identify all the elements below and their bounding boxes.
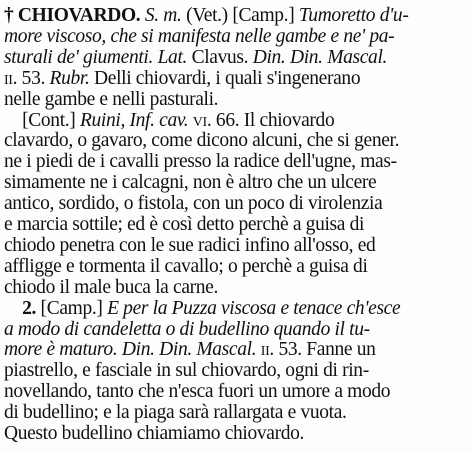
entry-text-segment: sturali de' giumenti.	[4, 46, 154, 68]
entry-text-segment: Delli chiovardi, i quali s'ingenerano	[89, 67, 361, 89]
entry-line	[4, 297, 400, 320]
entry-line	[4, 359, 369, 382]
entry-text-segment: Lat.	[157, 46, 188, 68]
entry-text-segment: simamente ne i calcagni, non è altro che un ulcere	[4, 172, 377, 194]
entry-line	[4, 171, 376, 194]
entry-line	[4, 129, 399, 152]
entry-text-segment: ii.	[4, 67, 18, 89]
entry-text-segment: a modo di candeletta o di budellino quando il tu-	[4, 318, 370, 340]
entry-text-segment: vi.	[192, 109, 212, 131]
entry-text-segment: [Camp.]	[36, 297, 108, 319]
entry-line	[4, 338, 376, 361]
entry-text-segment: more viscoso, che si manifesta nelle gambe e ne' pa-	[4, 25, 395, 47]
entry-text-segment: Questo budellino chiamiamo chiovardo.	[4, 423, 305, 444]
entry-line	[4, 25, 394, 48]
entry-line	[4, 67, 360, 90]
entry-text-segment: di budellino; e la piaga sarà rallargata e vuota.	[4, 402, 347, 424]
entry-text-segment: clavardo, o gavaro, come dicono alcuni, che si gener.	[4, 130, 400, 152]
entry-text-segment: 53. Fanne un	[273, 339, 376, 361]
entry-text-segment: Din. Din. Mascal.	[252, 46, 388, 68]
entry-text-segment: (Vet.) [Camp.]	[181, 5, 299, 26]
entry-text-segment: 66. Il chiovardo	[211, 109, 335, 131]
entry-text-segment: Tumoretto d'u-	[298, 5, 409, 26]
entry-text-segment: ne i piedi de i cavalli presso la radice dell'ugne, mas-	[4, 151, 397, 173]
entry-line	[4, 150, 397, 173]
entry-line	[4, 422, 304, 445]
entry-line	[4, 276, 218, 299]
entry-line	[4, 234, 375, 257]
entry-text-segment: chiodo il male buca la carne.	[4, 276, 218, 298]
entry-text-segment: piastrello, e fasciale in sul chiovardo, ogni di rin-	[4, 360, 369, 382]
entry-text-segment: 53.	[17, 67, 50, 89]
entry-line	[4, 4, 408, 27]
entry-text-segment: [Cont.]	[4, 109, 80, 131]
entry-line	[4, 213, 364, 236]
entry-text-segment: e marcia sottile; ed è così detto perchè a guisa di	[4, 214, 365, 235]
entry-text-segment: † CHIOVARDO.	[4, 5, 141, 26]
entry-text-segment: E per la Puzza viscosa e tenace ch'esce	[107, 297, 401, 319]
entry-text-segment: antico, sordido, o fistola, con un poco di virolenzia	[4, 193, 383, 215]
entry-line	[4, 380, 390, 403]
entry-line	[4, 401, 347, 424]
entry-line	[4, 255, 368, 278]
entry-text-segment: ii.	[260, 339, 274, 361]
entry-text-segment: chiodo penetra con le sue radici infino all'osso, ed	[4, 234, 376, 256]
entry-text-segment: S. m.	[144, 5, 182, 26]
entry-text-segment: 2.	[4, 297, 37, 319]
entry-text-segment: nelle gambe e nelli pasturali.	[4, 88, 219, 110]
entry-line	[4, 192, 382, 215]
entry-text-segment: affligge e tormenta il cavallo; o perchè a guisa di	[4, 255, 368, 277]
entry-text-segment: Din. Din. Mascal.	[121, 339, 257, 361]
entry-text-segment: more è maturo.	[4, 339, 118, 361]
entry-line	[4, 109, 334, 132]
entry-text-segment: Rubr.	[49, 67, 90, 89]
entry-line	[4, 88, 218, 111]
entry-line	[4, 46, 387, 69]
entry-line	[4, 318, 370, 341]
entry-text-segment: Clavus.	[187, 46, 253, 68]
entry-text-segment: Ruini, Inf. cav.	[79, 109, 189, 131]
entry-text-segment: novellando, tanto che n'esca fuori un umore a modo	[4, 381, 391, 403]
